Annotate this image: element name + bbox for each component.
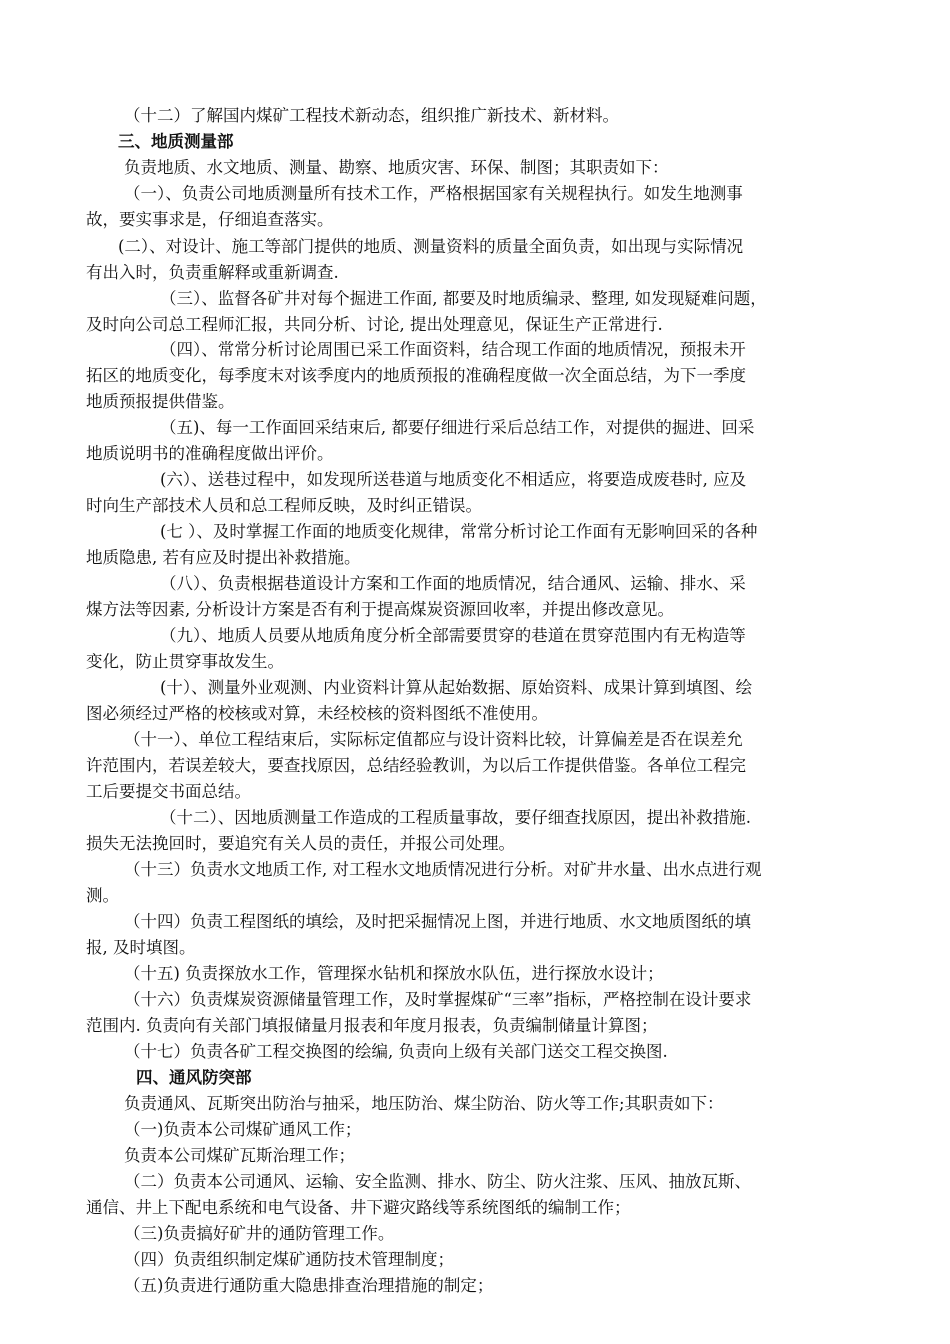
text-line: （十一）、单位工程结束后，实际标定值都应与设计资料比较，计算偏差是否在误差允	[124, 730, 743, 749]
text-line: 拓区的地质变化，每季度末对该季度内的地质预报的准确程度做一次全面总结，为下一季度	[86, 366, 746, 385]
text-line: （四）负责组织制定煤矿通防技术管理制度；	[124, 1250, 454, 1269]
text-line: 测。	[86, 886, 119, 905]
text-line: （五)、每一工作面回采结束后, 都要仔细进行采后总结工作，对提供的掘进、回采	[160, 418, 755, 437]
text-line: （五)负责进行通防重大隐患排查治理措施的制定；	[124, 1276, 494, 1295]
text-line: （三)负责搞好矿井的通防管理工作。	[124, 1224, 395, 1243]
text-line: （一)负责本公司煤矿通风工作；	[124, 1120, 362, 1139]
text-line: (十）、测量外业观测、内业资料计算从起始数据、原始资料、成果计算到填图、绘	[160, 678, 753, 697]
text-line: （一）、负责公司地质测量所有技术工作，严格根据国家有关规程执行。如发生地测事	[124, 184, 743, 203]
text-line: （十三）负责水文地质工作, 对工程水文地质情况进行分析。对矿井水量、出水点进行观	[124, 860, 762, 879]
text-line: 故，要实事求是，仔细追查落实。	[86, 210, 334, 229]
text-line: 范围内. 负责向有关部门填报储量月报表和年度月报表，负责编制储量计算图；	[86, 1016, 658, 1035]
text-line: (六）、送巷过程中，如发现所送巷道与地质变化不相适应，将要造成废巷时, 应及	[160, 470, 747, 489]
text-line: 煤方法等因素, 分析设计方案是否有利于提高煤炭资源回收率，并提出修改意见。	[86, 600, 674, 619]
text-line: 损失无法挽回时，要追究有关人员的责任，并报公司处理。	[86, 834, 515, 853]
text-line: 负责地质、水文地质、测量、勘察、地质灾害、环保、制图；其职责如下：	[124, 158, 669, 177]
text-line: （二）负责本公司通风、运输、安全监测、排水、防尘、防火注浆、压风、抽放瓦斯、	[124, 1172, 751, 1191]
text-line: 及时向公司总工程师汇报，共同分析、讨论, 提出处理意见，保证生产正常进行.	[86, 315, 663, 334]
text-line: 报, 及时填图。	[86, 938, 196, 957]
text-line: （九）、地质人员要从地质角度分析全部需要贯穿的巷道在贯穿范围内有无构造等	[160, 626, 746, 645]
text-line: 负责本公司煤矿瓦斯治理工作；	[124, 1146, 355, 1165]
text-line: （十七）负责各矿工程交换图的绘编, 负责向上级有关部门送交工程交换图.	[124, 1042, 668, 1061]
text-line: (七 ）、及时掌握工作面的地质变化规律，常常分析讨论工作面有无影响回采的各种	[160, 522, 758, 541]
text-line: 有出入时，负责重解释或重新调查.	[86, 263, 339, 282]
text-line: （十四）负责工程图纸的填绘，及时把采掘情况上图，并进行地质、水文地质图纸的填	[124, 912, 751, 931]
text-line: （十二）了解国内煤矿工程技术新动态，组织推广新技术、新材料。	[124, 106, 619, 125]
text-line: 许范围内，若误差较大，要查找原因，总结经验教训，为以后工作提供借鉴。各单位工程完	[86, 756, 746, 775]
text-line: （十五) 负责探放水工作，管理探水钻机和探放水队伍，进行探放水设计；	[124, 964, 664, 983]
text-line: 图必须经过严格的校核或对算，未经校核的资料图纸不准使用。	[86, 704, 548, 723]
text-line: 负责通风、瓦斯突出防治与抽采，地压防治、煤尘防治、防火等工作;其职责如下：	[124, 1094, 724, 1113]
text-line: （十二）、因地质测量工作造成的工程质量事故，要仔细查找原因，提出补救措施.	[160, 808, 751, 827]
text-line: 变化，防止贯穿事故发生。	[86, 652, 284, 671]
text-line: 地质说明书的准确程度做出评价。	[86, 444, 334, 463]
text-line: 时向生产部技术人员和总工程师反映，及时纠正错误。	[86, 496, 482, 515]
section-heading: 三、地质测量部	[118, 132, 234, 151]
text-line: （四）、常常分析讨论周围已采工作面资料，结合现工作面的地质情况，预报未开	[160, 340, 746, 359]
text-line: 工后要提交书面总结。	[86, 782, 251, 801]
text-line: 通信、井上下配电系统和电气设备、井下避灾路线等系统图纸的编制工作；	[86, 1198, 631, 1217]
text-line: (二）、对设计、施工等部门提供的地质、测量资料的质量全面负责，如出现与实际情况	[118, 237, 744, 256]
text-line: 地质隐患, 若有应及时提出补救措施。	[86, 548, 361, 567]
text-line: （十六）负责煤炭资源储量管理工作，及时掌握煤矿“三率”指标，严格控制在设计要求	[124, 990, 752, 1009]
text-line: （三）、监督各矿井对每个掘进工作面, 都要及时地质编录、整理, 如发现疑难问题，	[160, 289, 767, 308]
text-line: （八）、负责根据巷道设计方案和工作面的地质情况，结合通风、运输、排水、采	[160, 574, 746, 593]
text-line: 地质预报提供借鉴。	[86, 392, 235, 411]
section-heading: 四、通风防突部	[136, 1068, 252, 1087]
